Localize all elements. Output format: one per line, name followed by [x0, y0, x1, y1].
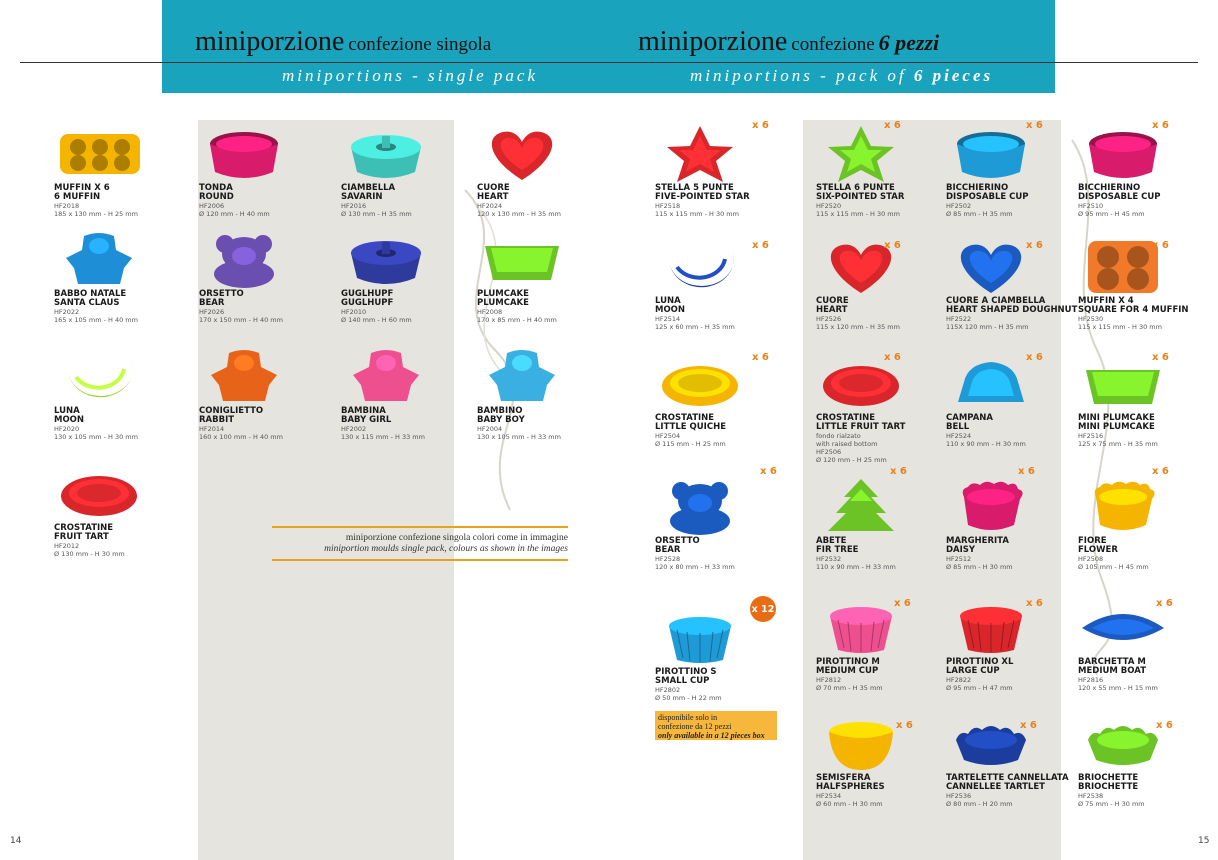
product-name-en: SANTA CLAUS [54, 298, 120, 308]
pack-badge: x 6 [884, 352, 901, 363]
product-name: TONDA [199, 183, 233, 193]
pack-badge: x 6 [884, 240, 901, 251]
product-name-en: BABY GIRL [341, 415, 392, 425]
pack-badge: x 6 [1026, 352, 1043, 363]
product-name: BARCHETTA M [1078, 657, 1146, 667]
product-item [341, 345, 471, 441]
product-name-en: FIR TREE [816, 545, 859, 555]
product-name-en: RABBIT [199, 415, 235, 425]
mould-image [477, 228, 567, 290]
product-name-en: SMALL CUP [655, 676, 710, 686]
product-code: HF2014 [199, 425, 225, 433]
product-dimensions: 170 x 85 mm - H 40 mm [477, 316, 557, 324]
product-item [655, 352, 785, 448]
product-item [1078, 596, 1208, 692]
right-title [638, 26, 939, 58]
pack-badge: x 6 [894, 598, 911, 609]
mould-image [816, 596, 906, 658]
product-code: HF2522 [946, 315, 972, 323]
product-name: ORSETTO [199, 289, 244, 299]
product-dimensions: 125 x 75 mm - H 35 mm [1078, 440, 1158, 448]
product-code: HF2530 [1078, 315, 1104, 323]
product-name: FIORE [1078, 536, 1107, 546]
left-title-small: confezione singola [348, 34, 492, 55]
mould-image [54, 228, 144, 290]
pack-badge: x 6 [1018, 466, 1035, 477]
product-item [946, 352, 1076, 448]
right-title-accent: 6 pezzi [878, 30, 940, 55]
product-code: HF2006 [199, 202, 225, 210]
product-item [341, 122, 471, 218]
product-name: BICCHIERINO [946, 183, 1009, 193]
product-code: HF2520 [816, 202, 842, 210]
product-dimensions: Ø 50 mm - H 22 mm [655, 694, 722, 702]
product-name-en: FRUIT TART [54, 532, 109, 542]
mould-image [655, 352, 745, 414]
product-item [816, 475, 946, 571]
product-name-en: BELL [946, 422, 970, 432]
product-dimensions: 115 x 120 mm - H 35 mm [816, 323, 900, 331]
product-name-en: BEAR [655, 545, 681, 555]
product-dimensions: Ø 95 mm - H 47 mm [946, 684, 1013, 692]
pack-badge: x 6 [752, 120, 769, 131]
product-code: HF2004 [477, 425, 503, 433]
product-name-en: MEDIUM BOAT [1078, 666, 1146, 676]
product-name: CONIGLIETTO [199, 406, 264, 416]
product-note-en: with raised bottom [816, 440, 878, 448]
mould-image [946, 475, 1036, 537]
pack-badge: x 6 [890, 466, 907, 477]
product-note: fondo rialzato [816, 432, 861, 440]
product-code: HF2802 [655, 686, 681, 694]
product-dimensions: 115X 120 mm - H 35 mm [946, 323, 1029, 331]
product-name-en: FLOWER [1078, 545, 1118, 555]
product-name: PIROTTINO XL [946, 657, 1014, 667]
product-dimensions: Ø 120 mm - H 40 mm [199, 210, 270, 218]
mould-image [816, 122, 906, 184]
product-dimensions: Ø 85 mm - H 30 mm [946, 563, 1013, 571]
product-name: CAMPANA [946, 413, 993, 423]
product-item [816, 122, 946, 218]
product-code: HF2528 [655, 555, 681, 563]
mould-image [655, 606, 745, 668]
product-name: CROSTATINE [655, 413, 715, 423]
product-code: HF2504 [655, 432, 681, 440]
product-item [655, 475, 785, 571]
product-name: MUFFIN X 4 [1078, 296, 1134, 306]
mould-image [341, 345, 431, 407]
product-item [816, 712, 946, 808]
caption-line-1: miniporzione confezione singola colori come in immagine [345, 533, 568, 543]
product-dimensions: 120 x 130 mm - H 35 mm [477, 210, 561, 218]
product-item [1078, 712, 1208, 808]
pack-badge: x 6 [1152, 240, 1169, 251]
product-name: CROSTATINE [54, 523, 114, 533]
product-name: MARGHERITA [946, 536, 1009, 546]
product-name-en: SIX-POINTED STAR [816, 192, 905, 202]
product-code: HF2812 [816, 676, 842, 684]
product-name: CUORE A CIAMBELLA [946, 296, 1046, 306]
page-number-right: 15 [1198, 836, 1210, 846]
product-code: HF2510 [1078, 202, 1104, 210]
product-code: HF2534 [816, 792, 842, 800]
product-name: SEMISFERA [816, 773, 871, 783]
product-dimensions: 115 x 115 mm - H 30 mm [816, 210, 900, 218]
product-item [199, 345, 329, 441]
product-dimensions: 160 x 100 mm - H 40 mm [199, 433, 283, 441]
product-name-en: HEART SHAPED DOUGHNUT [946, 305, 1078, 315]
mould-image [946, 122, 1036, 184]
product-dimensions: Ø 130 mm - H 30 mm [54, 550, 125, 558]
product-name: TARTELETTE CANNELLATA [946, 773, 1069, 783]
product-name-en: SQUARE FOR 4 MUFFIN [1078, 305, 1189, 315]
product-name-en: MEDIUM CUP [816, 666, 879, 676]
pack-badge: x 6 [1026, 598, 1043, 609]
badge-x12: x 12 [750, 596, 776, 622]
product-code: HF2822 [946, 676, 972, 684]
product-dimensions: 130 x 105 mm - H 30 mm [54, 433, 138, 441]
product-item [816, 352, 946, 464]
product-name: PLUMCAKE [477, 289, 529, 299]
mould-image [655, 122, 745, 184]
pack-badge: x 6 [1026, 120, 1043, 131]
product-name-en: HEART [816, 305, 848, 315]
product-dimensions: 125 x 60 mm - H 35 mm [655, 323, 735, 331]
product-item [946, 235, 1076, 331]
product-dimensions: 130 x 105 mm - H 33 mm [477, 433, 561, 441]
product-item [1078, 235, 1208, 331]
product-code: HF2502 [946, 202, 972, 210]
mould-image [1078, 122, 1168, 184]
pack-badge: x 6 [1152, 352, 1169, 363]
product-code: HF2506 [816, 448, 842, 456]
product-code: HF2532 [816, 555, 842, 563]
product-name-en: HEART [477, 192, 509, 202]
product-item [655, 122, 785, 218]
product-dimensions: Ø 80 mm - H 20 mm [946, 800, 1013, 808]
product-name-en: LITTLE FRUIT TART [816, 422, 906, 432]
pack-badge: x 6 [884, 120, 901, 131]
availability-note [655, 711, 777, 740]
product-item [54, 345, 184, 441]
product-dimensions: Ø 140 mm - H 60 mm [341, 316, 412, 324]
mould-image [655, 235, 745, 297]
caption-line-2: miniportion moulds single pack, colours as shown in the images [324, 544, 568, 554]
mould-image [655, 475, 745, 537]
product-code: HF2526 [816, 315, 842, 323]
product-item [1078, 352, 1208, 448]
product-name: CROSTATINE [816, 413, 876, 423]
mould-image [199, 228, 289, 290]
mould-image [341, 228, 431, 290]
pack-badge: x 6 [1026, 240, 1043, 251]
product-item [54, 122, 184, 218]
product-name: ORSETTO [655, 536, 700, 546]
mould-image [946, 596, 1036, 658]
header-rule [20, 62, 1198, 63]
product-dimensions: 120 x 80 mm - H 33 mm [655, 563, 735, 571]
mould-image [54, 462, 144, 524]
product-code: HF2508 [1078, 555, 1104, 563]
left-title-big: miniporzione [195, 26, 345, 57]
pack-badge: x 6 [760, 466, 777, 477]
product-name-en: PLUMCAKE [477, 298, 529, 308]
mould-image [816, 712, 906, 774]
product-item [816, 235, 946, 331]
product-item [477, 345, 607, 441]
mould-image [477, 345, 567, 407]
product-name: MUFFIN X 6 [54, 183, 110, 193]
product-code: HF2518 [655, 202, 681, 210]
product-dimensions: Ø 115 mm - H 25 mm [655, 440, 726, 448]
product-dimensions: 110 x 90 mm - H 30 mm [946, 440, 1026, 448]
product-dimensions: 115 x 115 mm - H 30 mm [1078, 323, 1162, 331]
product-dimensions: 120 x 55 mm - H 15 mm [1078, 684, 1158, 692]
product-dimensions: 115 x 115 mm - H 30 mm [655, 210, 739, 218]
product-item [54, 462, 184, 558]
product-name: CUORE [816, 296, 849, 306]
mould-image [199, 345, 289, 407]
right-subtitle-accent: 6 pieces [913, 66, 994, 85]
pack-badge: x 6 [1152, 120, 1169, 131]
product-code: HF2026 [199, 308, 225, 316]
product-name: CUORE [477, 183, 510, 193]
product-name: MINI PLUMCAKE [1078, 413, 1155, 423]
mould-image [946, 352, 1036, 414]
product-name: BABBO NATALE [54, 289, 127, 299]
product-name-en: ROUND [199, 192, 234, 202]
product-name: STELLA 5 PUNTE [655, 183, 734, 193]
product-name-en: DAISY [946, 545, 976, 555]
right-subtitle [690, 66, 993, 86]
product-name-en: MOON [655, 305, 686, 315]
product-item [199, 228, 329, 324]
product-dimensions: 130 x 115 mm - H 33 mm [341, 433, 425, 441]
product-name: BICCHIERINO [1078, 183, 1141, 193]
product-name-en: CANNELLEE TARTLET [946, 782, 1045, 792]
mould-image [946, 235, 1036, 297]
left-subtitle: miniportions - single pack [282, 66, 539, 85]
product-dimensions: 170 x 150 mm - H 40 mm [199, 316, 283, 324]
product-code: HF2538 [1078, 792, 1104, 800]
pack-badge: x 6 [1152, 466, 1169, 477]
product-name-en: 6 MUFFIN [54, 192, 101, 202]
right-title-big: miniporzione [638, 26, 788, 57]
product-name: STELLA 6 PUNTE [816, 183, 895, 193]
product-name-en: SAVARIN [341, 192, 383, 202]
product-name: CIAMBELLA [341, 183, 396, 193]
product-dimensions: Ø 105 mm - H 45 mm [1078, 563, 1149, 571]
right-subtitle-text: miniportions - pack of [690, 66, 907, 85]
product-item [477, 228, 607, 324]
product-code: HF2514 [655, 315, 681, 323]
product-item [477, 122, 607, 218]
product-dimensions: 185 x 130 mm - H 25 mm [54, 210, 138, 218]
product-code: HF2516 [1078, 432, 1104, 440]
pack-badge: x 6 [752, 240, 769, 251]
single-pack-caption [272, 526, 568, 561]
pack-badge: x 6 [896, 720, 913, 731]
product-name-en: MINI PLUMCAKE [1078, 422, 1155, 432]
product-item [816, 596, 946, 692]
page-number-left: 14 [10, 836, 22, 846]
product-code: HF2008 [477, 308, 503, 316]
mould-image [1078, 475, 1168, 537]
product-code: HF2022 [54, 308, 80, 316]
mould-image [1078, 712, 1168, 774]
product-name-en: LITTLE QUICHE [655, 422, 727, 432]
product-name-en: GUGLHUPF [341, 298, 394, 308]
mould-image [816, 475, 906, 537]
right-title-small: confezione [791, 34, 875, 55]
product-dimensions: Ø 120 mm - H 25 mm [816, 456, 887, 464]
product-item [946, 122, 1076, 218]
product-name-en: BRIOCHETTE [1078, 782, 1139, 792]
product-code: HF2512 [946, 555, 972, 563]
pack-badge: x 6 [752, 352, 769, 363]
product-name-en: LARGE CUP [946, 666, 1000, 676]
product-name: BAMBINO [477, 406, 523, 416]
product-item [1078, 122, 1208, 218]
availability-line-2: confezione da 12 pezzi [658, 722, 732, 731]
product-code: HF2524 [946, 432, 972, 440]
product-name-en: DISPOSABLE CUP [946, 192, 1029, 202]
product-name: GUGLHUPF [341, 289, 394, 299]
product-code: HF2016 [341, 202, 367, 210]
product-dimensions: 165 x 105 mm - H 40 mm [54, 316, 138, 324]
product-name-en: DISPOSABLE CUP [1078, 192, 1161, 202]
product-item [199, 122, 329, 218]
mould-image [54, 345, 144, 407]
mould-image [477, 122, 567, 184]
product-name-en: HALFSPHERES [816, 782, 885, 792]
product-name: PIROTTINO M [816, 657, 880, 667]
product-name: PIROTTINO S [655, 667, 717, 677]
product-item [946, 596, 1076, 692]
mould-image [199, 122, 289, 184]
mould-image [1078, 596, 1168, 658]
product-name: ABETE [816, 536, 847, 546]
product-name-en: FIVE-POINTED STAR [655, 192, 750, 202]
availability-line-3: only available in a 12 pieces box [658, 731, 765, 740]
pack-badge: x 6 [1156, 720, 1173, 731]
product-name-en: BEAR [199, 298, 225, 308]
product-code: HF2018 [54, 202, 80, 210]
product-code: HF2816 [1078, 676, 1104, 684]
product-dimensions: Ø 95 mm - H 45 mm [1078, 210, 1145, 218]
product-name: BAMBINA [341, 406, 386, 416]
product-item [946, 712, 1076, 808]
product-dimensions: Ø 60 mm - H 30 mm [816, 800, 883, 808]
product-code: HF2012 [54, 542, 80, 550]
mould-image [54, 122, 144, 184]
product-code: HF2002 [341, 425, 367, 433]
product-code: HF2010 [341, 308, 367, 316]
left-title [195, 26, 491, 58]
product-dimensions: Ø 75 mm - H 30 mm [1078, 800, 1145, 808]
pack-badge: x 6 [1156, 598, 1173, 609]
pack-badge: x 6 [1020, 720, 1037, 731]
product-dimensions: Ø 70 mm - H 35 mm [816, 684, 883, 692]
product-name: LUNA [655, 296, 681, 306]
product-name-en: MOON [54, 415, 85, 425]
product-dimensions: 110 x 90 mm - H 33 mm [816, 563, 896, 571]
product-code: HF2024 [477, 202, 503, 210]
product-code: HF2536 [946, 792, 972, 800]
product-name-en: BABY BOY [477, 415, 525, 425]
product-name: BRIOCHETTE [1078, 773, 1139, 783]
product-code: HF2020 [54, 425, 80, 433]
availability-line-1: disponibile solo in [658, 713, 718, 722]
product-item [1078, 475, 1208, 571]
product-dimensions: Ø 85 mm - H 35 mm [946, 210, 1013, 218]
product-item [341, 228, 471, 324]
product-item [946, 475, 1076, 571]
mould-image [341, 122, 431, 184]
product-name: LUNA [54, 406, 80, 416]
product-item [54, 228, 184, 324]
product-dimensions: Ø 130 mm - H 35 mm [341, 210, 412, 218]
